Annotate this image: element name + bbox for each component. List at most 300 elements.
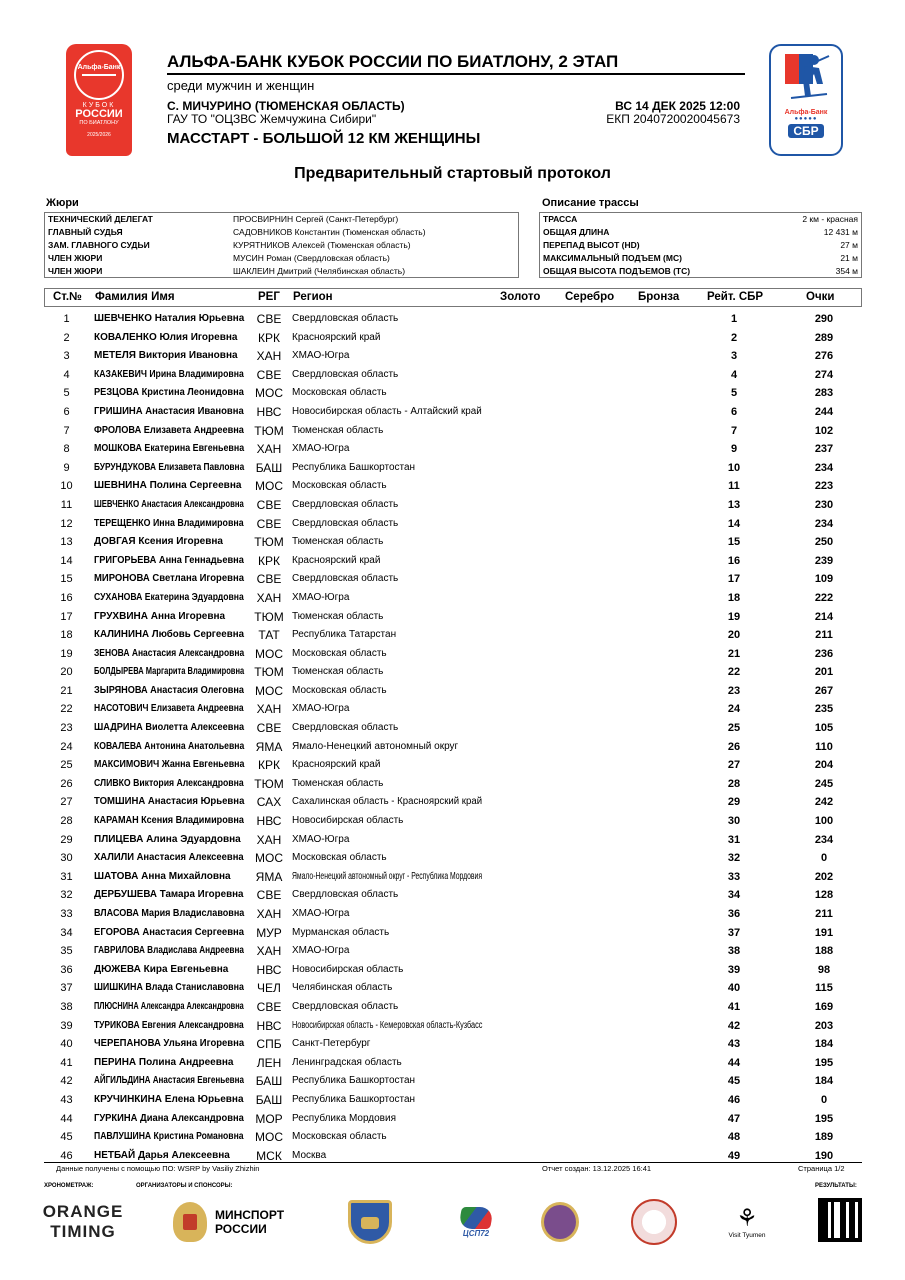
visit-tyumen-icon: ⚘ [736,1204,758,1232]
athlete-name: ТУРИКОВА Евгения Александровна [94,1019,244,1031]
sbr-logo-dots: ●●●●● [794,116,818,122]
region-code: МОР [255,1111,283,1126]
col-rank: Рейт. СБР [707,291,764,303]
region-name: Свердловская область [292,368,399,380]
start-number: 17 [60,610,73,623]
start-list [44,309,862,1164]
location: С. МИЧУРИНО (ТЮМЕНСКАЯ ОБЛАСТЬ) [167,99,405,113]
athlete-name: МИРОНОВА Светлана Игоревна [94,573,244,585]
region-name: Свердловская область [292,722,399,734]
region-code: БАШ [255,1092,283,1107]
col-bronze: Бронза [638,291,680,303]
jury-person: ПРОСВИРНИН Сергей (Санкт-Петербург) [233,214,399,225]
start-number: 4 [63,368,70,381]
table-row [44,1034,862,1053]
athlete-name: ГРУХВИНА Анна Игоревна [94,610,226,622]
start-number: 46 [60,1149,73,1162]
region-code: ХАН [256,349,282,364]
start-number: 28 [60,815,73,828]
cup-logo-line1: КУБОК [82,102,116,109]
region-name: Свердловская область [292,573,399,585]
athlete-name: МОШКОВА Екатерина Евгеньевна [94,443,245,455]
table-row [44,1127,862,1146]
region-name: Московская область [292,387,387,399]
points: 195 [814,1112,834,1125]
points: 184 [814,1075,834,1088]
table-row [44,662,862,681]
timing-label: ХРОНОМЕТРАЖ: [44,1183,94,1189]
points: 189 [814,1131,834,1144]
region-name: ХМАО-Югра [292,833,350,845]
sbr-rank: 38 [727,945,741,958]
start-number: 43 [60,1093,73,1106]
region-name: Свердловская область [292,313,399,324]
minsport-text-2: РОССИИ [214,1222,267,1236]
sbr-rank: 33 [727,870,741,883]
sbr-rank: 15 [727,536,741,549]
sbr-rank: 48 [727,1131,741,1144]
track-box [539,212,862,278]
table-row [44,904,862,923]
athlete-name: РЕЗЦОВА Кристина Леонидовна [94,387,244,399]
points: 214 [814,610,834,623]
sbr-rank: 39 [727,963,741,976]
table-row [44,607,862,626]
points: 276 [814,350,834,363]
athlete-name: ПЕРИНА Полина Андреевна [94,1056,234,1068]
points: 234 [814,517,834,530]
page-number: Страница 1/2 [798,1164,845,1173]
region-name: Москва [292,1149,327,1161]
table-row [44,439,862,458]
athlete-name: МАКСИМОВИЧ Жанна Евгеньевна [94,759,245,771]
biathlon-union-emblem-icon [629,1198,679,1246]
athlete-name: ЗЕНОВА Анастасия Александровна [94,647,245,659]
region-name: Тюменская область [292,610,384,622]
region-code: ТЮМ [254,535,284,550]
start-number: 34 [60,926,73,939]
jury-person: КУРЯТНИКОВ Алексей (Тюменская область) [233,239,411,250]
region-name: ХМАО-Югра [292,703,350,715]
points: 98 [817,963,831,976]
region-code: ТАТ [258,628,280,643]
track-key: МАКСИМАЛЬНЫЙ ПОДЪЕМ (МС) [543,252,682,263]
region-name: Московская область [292,647,387,659]
track-value: 12 431 м [823,227,858,238]
table-row [44,681,862,700]
region-code: СВЕ [256,516,282,531]
jury-person: ШАКЛЕИН Дмитрий (Челябинская область) [233,265,406,276]
region-code: ТЮМ [254,665,284,680]
visit-tyumen-logo [722,1198,772,1246]
region-name: Мурманская область [292,926,390,938]
points: 289 [814,331,834,344]
jury-person: МУСИН Роман (Свердловская область) [233,252,390,263]
sbr-rank: 47 [727,1112,741,1125]
tyumen-coat-of-arms-icon [342,1198,398,1246]
region-code: СВЕ [256,888,282,903]
region-code: ХАН [256,907,282,921]
sbr-rank: 34 [727,889,741,902]
points: 237 [814,443,834,456]
region-code: ХАН [256,702,282,717]
start-number: 23 [60,722,73,735]
region-name: Свердловская область [292,498,399,510]
track-value: 21 м [840,252,858,263]
table-row [44,644,862,663]
track-row [540,239,861,252]
points: 234 [814,833,834,846]
region-name: ХМАО-Югра [292,908,350,919]
region-name: Республика Башкортостан [292,1075,416,1087]
region-name: Челябинская область [292,982,393,994]
table-row [44,755,862,774]
athlete-name: ПЛЮСНИНА Александра Александровна [94,1000,244,1012]
athlete-name: ШЕВЧЕНКО Наталия Юрьевна [94,313,245,324]
data-source: Данные получены с помощью ПО: WSRP by Vasiliy Zhizhin [56,1164,260,1173]
table-row [44,309,862,328]
points: 222 [814,591,834,604]
table-row [44,941,862,960]
sbr-rank: 6 [730,405,738,418]
table-row [44,569,862,588]
sbr-rank: 32 [727,852,741,865]
venue: ГАУ ТО "ОЦЗВС Жемчужина Сибири" [167,112,377,126]
athlete-name: ТЕРЕЩЕНКО Инна Владимировна [94,517,244,529]
region-code: ЯМА [255,869,283,884]
sbr-rank: 14 [727,517,741,530]
sbr-rank: 46 [727,1093,741,1106]
points: 203 [814,1019,834,1032]
start-number: 45 [60,1131,73,1144]
start-number: 16 [60,591,73,604]
sbr-rank: 28 [727,777,741,790]
points: 195 [814,1056,834,1069]
athlete-name: ДЕРБУШЕВА Тамара Игоревна [94,889,244,901]
athlete-name: ШИШКИНА Влада Станиславовна [94,982,244,994]
region-name: ХМАО-Югра [292,945,350,957]
athlete-name: НАСОТОВИЧ Елизавета Андреевна [94,703,244,715]
sbr-rank: 17 [727,573,741,586]
region-name: Новосибирская область [292,963,404,975]
athlete-name: КАРАМАН Ксения Владимировна [94,815,244,827]
table-row [44,1016,862,1035]
region-name: Красноярский край [292,554,381,566]
start-number: 27 [60,796,73,809]
region-code: СВЕ [256,312,282,326]
start-number: 14 [60,554,73,567]
region-name: Красноярский край [292,759,381,771]
region-code: СВЕ [256,721,282,736]
start-number: 1 [63,313,70,325]
start-number: 2 [63,331,70,344]
table-row [44,960,862,979]
points: 191 [814,926,834,939]
track-value: 2 км - красная [802,214,858,225]
start-number: 44 [60,1112,73,1125]
jury-row [45,251,518,264]
table-row [44,811,862,830]
points: 100 [814,815,834,828]
start-number: 29 [60,833,73,846]
sbr-logo [769,44,843,156]
sbr-rank: 18 [727,591,741,604]
region-code: ТЮМ [254,609,284,624]
athlete-name: НЕТБАЙ Дарья Алексеевна [94,1149,230,1161]
sbr-rank: 9 [730,443,738,456]
athlete-name: СЛИВКО Виктория Александровна [94,777,244,789]
jury-row [45,264,518,277]
start-number: 40 [60,1038,73,1051]
region-code: КРК [258,758,280,773]
athlete-name: ГРИШИНА Анастасия Ивановна [94,405,244,417]
athlete-name: СУХАНОВА Екатерина Эдуардовна [94,591,244,603]
table-row [44,699,862,718]
start-number: 39 [60,1019,73,1032]
minsport-logo [166,1198,291,1246]
track-key: ОБЩАЯ ДЛИНА [543,227,610,238]
region-code: СВЕ [256,367,282,382]
points: 110 [815,740,833,753]
athlete-name: ДОВГАЯ Ксения Игоревна [94,536,223,548]
region-code: ЯМА [255,739,283,754]
points: 236 [814,647,834,660]
region-code: МОС [255,683,283,698]
jury-role: ЧЛЕН ЖЮРИ [48,252,103,263]
jury-role: ГЛАВНЫЙ СУДЬЯ [48,227,123,238]
csp72-logo [454,1198,498,1246]
document-title: Предварительный стартовый протокол [294,165,611,182]
region-code: ТЮМ [254,423,284,438]
sbr-rank: 20 [727,629,741,642]
athlete-name: ПЛИЦЕВА Алина Эдуардовна [94,833,241,845]
athlete-name: ШЕВЧЕНКО Анастасия Александровна [94,498,244,510]
start-number: 8 [63,443,70,456]
jury-box [44,212,519,278]
points: 250 [814,536,834,549]
table-row [44,923,862,942]
region-code: ЛЕН [256,1055,282,1070]
start-number: 15 [60,573,73,586]
start-number: 38 [60,1000,73,1013]
sbr-rank: 5 [730,387,738,400]
table-row [44,1071,862,1090]
sbr-rank: 4 [730,368,738,381]
region-name: Ямало-Ненецкий автономный округ - Республика Мордовия [292,870,483,882]
cup-logo-circle [74,50,124,100]
sbr-rank: 27 [727,759,741,772]
sbr-rank: 2 [730,331,738,344]
athlete-name: МЕТЕЛЯ Виктория Ивановна [94,350,238,362]
sbr-rank: 11 [728,480,740,493]
start-number: 21 [60,684,73,697]
sbr-rank: 44 [727,1056,741,1069]
region-name: Новосибирская область - Алтайский край [292,405,482,417]
region-name: Республика Башкортостан [292,461,416,473]
qr-code-icon[interactable] [818,1198,862,1242]
athlete-name: ТОМШИНА Анастасия Юрьевна [94,796,245,808]
sbr-rank: 26 [727,740,741,753]
region-code: БАШ [255,460,283,475]
table-row [44,867,862,886]
federation-emblem-icon [540,1198,580,1246]
orange-timing-logo [44,1198,122,1246]
points: 188 [814,945,834,958]
points: 245 [814,777,834,790]
region-name: Московская область [292,1131,387,1143]
athlete-name: ДЮЖЕВА Кира Евгеньевна [94,963,229,975]
sbr-rank: 29 [727,796,741,809]
table-row [44,551,862,570]
table-row [44,476,862,495]
athlete-name: КАЛИНИНА Любовь Сергеевна [94,629,244,641]
athlete-name: КАЗАКЕВИЧ Ирина Владимировна [94,368,244,380]
points: 0 [820,852,828,865]
region-code: ХАН [256,832,282,847]
table-row [44,1090,862,1109]
region-name: Республика Башкортостан [292,1093,416,1105]
athlete-name: ГУРКИНА Диана Александровна [94,1112,244,1124]
points: 274 [814,368,834,381]
sbr-logo-brand: Альфа-Банк [784,109,828,116]
start-number: 20 [60,666,73,679]
cup-logo-brand: Альфа-Банк [77,64,121,71]
region-name: Тюменская область [292,536,384,548]
athlete-name: КОВАЛЕВА Антонина Анатольевна [94,740,245,752]
orange-timing-text-1: ORANGE [42,1202,124,1221]
athlete-name: КОВАЛЕНКО Юлия Игоревна [94,331,238,343]
sbr-rank: 22 [727,666,741,679]
points: 169 [814,1000,834,1013]
table-header [44,288,862,307]
region-name: Санкт-Петербург [292,1038,371,1050]
competition-title: АЛЬФА-БАНК КУБОК РОССИИ ПО БИАТЛОНУ, 2 ЭТАП [167,52,619,71]
track-row [540,251,861,264]
points: 184 [814,1038,834,1051]
track-key: ПЕРЕПАД ВЫСОТ (HD) [543,239,640,250]
region-code: ХАН [256,590,282,605]
points: 202 [814,870,834,883]
start-number: 36 [60,963,73,976]
region-code: ХАН [256,944,282,959]
region-code: СПБ [256,1037,282,1052]
region-name: Свердловская область [292,889,399,901]
region-name: Ленинградская область [292,1056,402,1068]
table-row [44,328,862,347]
region-code: КРК [258,330,280,345]
region-name: Республика Мордовия [292,1112,396,1124]
region-code: НВС [256,404,282,419]
track-label: Описание трассы [542,197,639,209]
points: 102 [814,424,834,437]
points: 290 [814,313,834,325]
sbr-rank: 37 [727,926,741,939]
table-row [44,774,862,793]
start-number: 31 [60,870,73,883]
points: 128 [814,889,834,902]
track-value: 27 м [840,239,858,250]
sbr-rank: 16 [727,554,741,567]
cup-logo-line3: ПО БИАТЛОНУ [79,120,119,126]
table-row [44,532,862,551]
start-number: 22 [60,703,73,716]
jury-person: САДОВНИКОВ Константин (Тюменская область) [233,227,426,238]
sbr-rank: 21 [727,647,741,660]
event-date: ВС 14 ДЕК 2025 12:00 [615,99,740,113]
sbr-rank: 31 [727,833,741,846]
table-row [44,830,862,849]
sbr-rank: 3 [730,350,738,363]
start-number: 6 [63,405,70,418]
report-created: Отчет создан: 13.12.2025 16:41 [542,1164,652,1173]
table-row [44,848,862,867]
jury-row [45,239,518,252]
athlete-name: ГРИГОРЬЕВА Анна Геннадьевна [94,554,244,566]
start-number: 25 [60,759,73,772]
visit-tyumen-text: Visit Tyumen [728,1231,766,1239]
col-points: Очки [806,291,835,303]
sbr-rank: 30 [727,815,741,828]
athlete-name: ГАВРИЛОВА Владислава Андреевна [94,945,244,957]
start-number: 7 [63,424,70,437]
track-row [540,213,861,226]
col-reg: РЕГ [258,291,280,303]
sbr-rank: 43 [727,1038,741,1051]
points: 201 [814,666,834,679]
points: 109 [814,573,834,586]
points: 283 [814,387,834,400]
jury-role: ЧЛЕН ЖЮРИ [48,265,103,276]
sbr-rank: 45 [727,1075,741,1088]
jury-row [45,213,518,226]
region-code: ЧЕЛ [257,981,281,996]
points: 211 [815,629,833,642]
start-number: 12 [60,517,73,530]
points: 204 [814,759,834,772]
sbr-rank: 10 [727,461,741,474]
table-row [44,1053,862,1072]
region-name: Свердловская область [292,1000,399,1012]
points: 223 [814,480,834,493]
region-code: МОС [255,851,283,866]
table-row [44,588,862,607]
points: 190 [814,1149,834,1162]
region-code: КРК [258,553,280,568]
table-row [44,625,862,644]
cup-logo-season: 2025/2026 [87,132,111,138]
sbr-logo-abbr: СБР [788,124,823,138]
table-row [44,421,862,440]
start-number: 32 [60,889,73,902]
region-code: МОС [255,479,283,494]
jury-label: Жюри [46,197,79,209]
sbr-rank: 40 [727,982,741,995]
col-gold: Золото [500,291,541,303]
start-number: 37 [60,982,73,995]
table-row [44,1109,862,1128]
sbr-rank: 13 [727,498,741,511]
region-code: МОС [255,646,283,661]
region-code: СВЕ [256,999,282,1014]
points: 0 [820,1093,828,1106]
track-value: 354 м [835,265,858,276]
start-number: 13 [60,536,73,549]
region-code: МОС [255,386,283,401]
table-row [44,792,862,811]
jury-role: ТЕХНИЧЕСКИЙ ДЕЛЕГАТ [48,214,153,225]
region-code: ХАН [256,442,282,457]
start-number: 3 [63,350,70,363]
